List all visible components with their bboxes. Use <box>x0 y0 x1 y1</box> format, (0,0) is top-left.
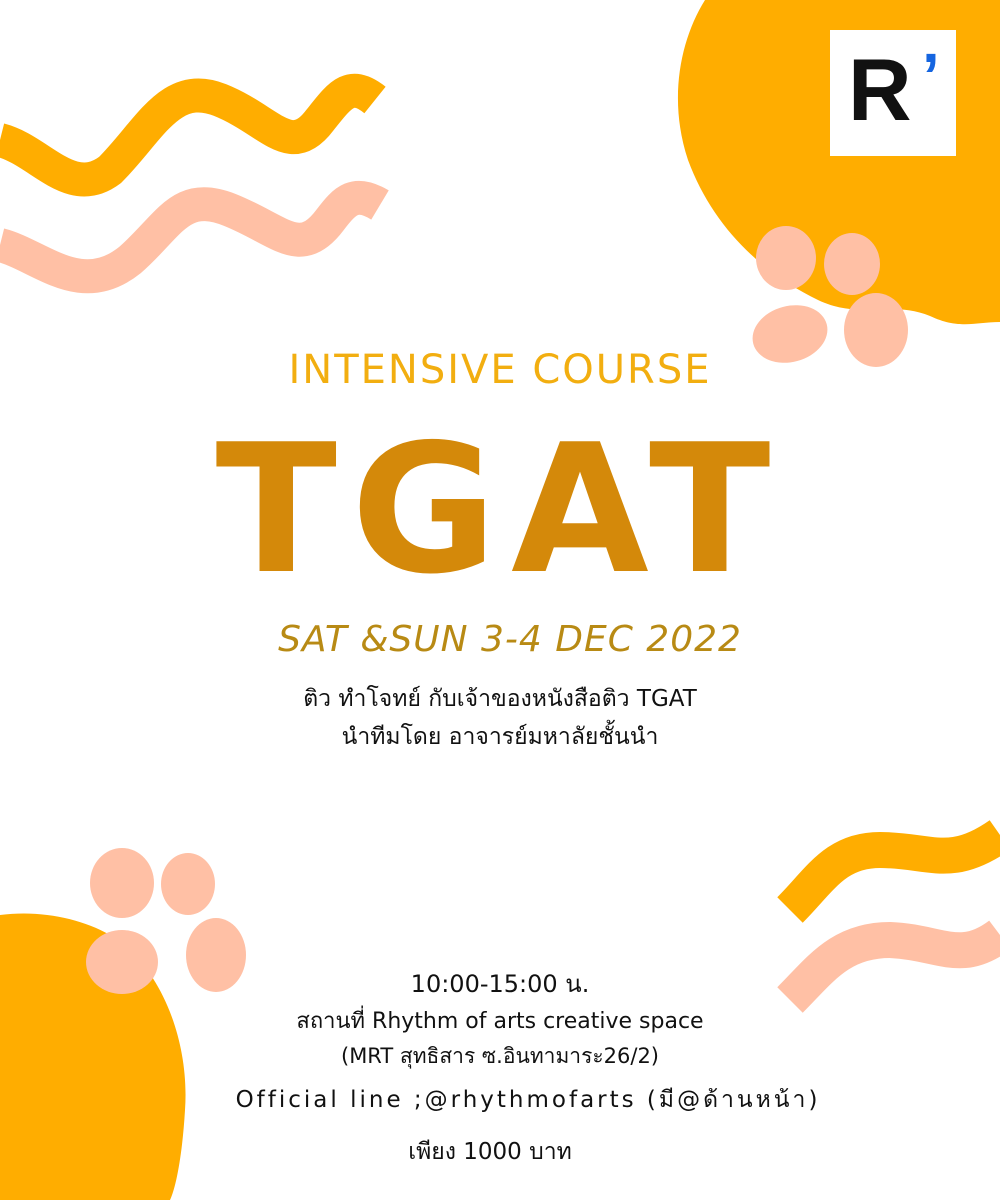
event-date: SAT &SUN 3-4 DEC 2022 <box>278 619 742 660</box>
paw-pad <box>90 848 154 918</box>
kicker-title: INTENSIVE COURSE <box>288 347 712 393</box>
orange-wave-bottom-right <box>790 835 1000 910</box>
logo-letter: R <box>848 40 912 139</box>
logo-mark: ’ <box>922 40 940 112</box>
description-line: ติว ทำโจทย์ กับเจ้าของหนังสือติว TGAT <box>303 686 697 712</box>
paw-pad <box>161 853 215 915</box>
price: เพียง 1000 บาท <box>408 1139 572 1165</box>
peach-wave-top-left <box>0 198 380 277</box>
paw-pad <box>824 233 880 295</box>
brand-logo <box>830 30 956 156</box>
event-time: 10:00-15:00 น. <box>410 970 590 998</box>
description <box>0 680 1000 756</box>
headline: TGAT <box>215 406 785 613</box>
description-line: นำทีมโดย อาจารย์มหาลัยชั้นนำ <box>341 724 659 750</box>
official-line-contact: Official line ;@rhythmofarts (มี@ด้านหน้า) <box>235 1087 821 1113</box>
event-venue-detail: (MRT สุทธิสาร ซ.อินทามาระ26/2) <box>341 1044 659 1068</box>
event-venue: สถานที่ Rhythm of arts creative space <box>296 1009 704 1034</box>
orange-wave-top-left <box>0 91 375 180</box>
paw-pad <box>756 226 816 290</box>
